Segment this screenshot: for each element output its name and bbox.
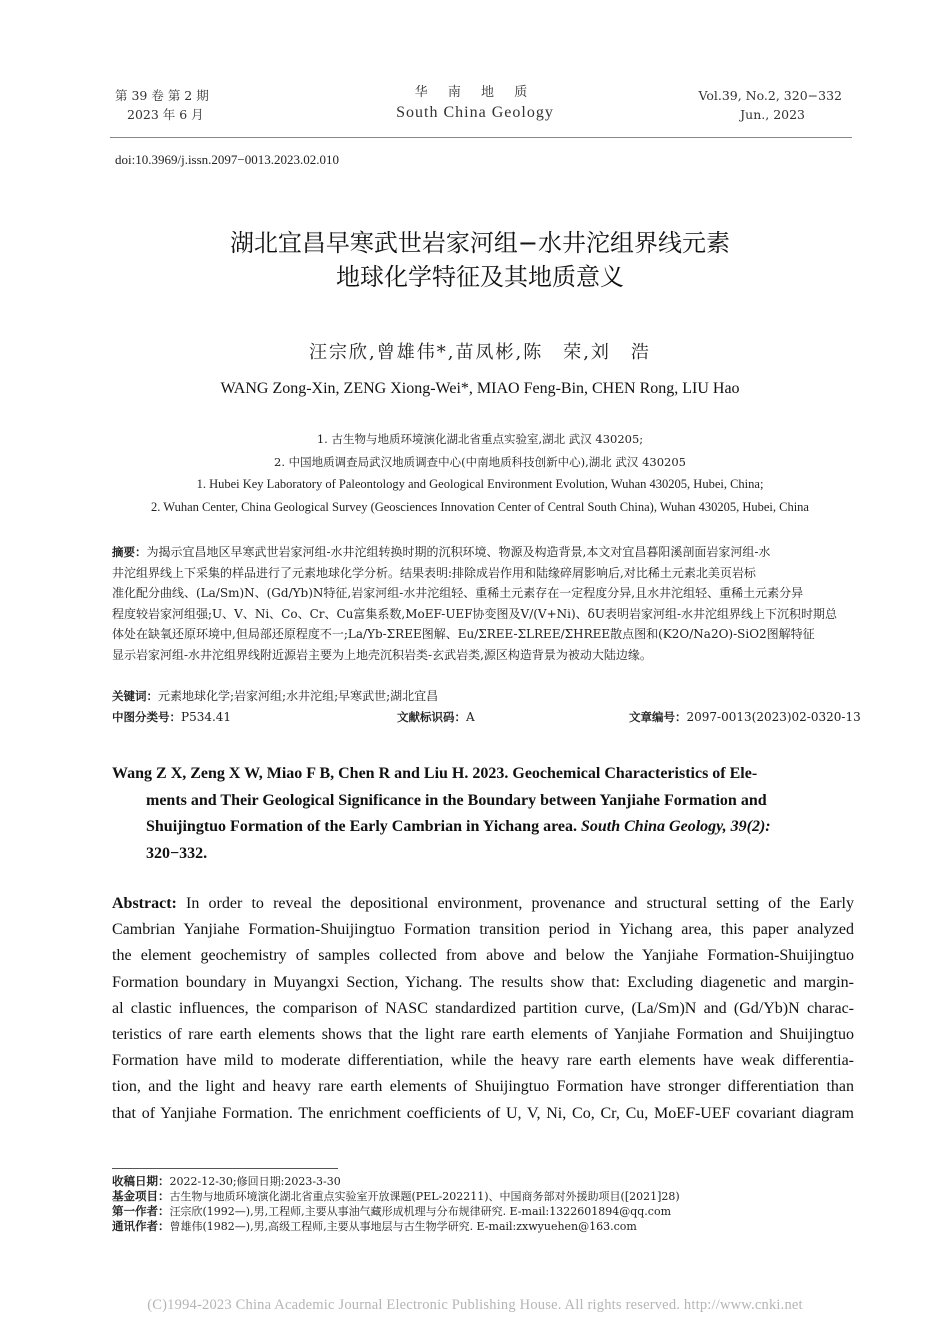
keywords-text: 元素地球化学;岩家河组;水井沱组;早寒武世;湖北宜昌: [158, 689, 439, 703]
keywords: [112, 686, 854, 706]
affiliation-cn-2: 2. 中国地质调查局武汉地质调查中心(中南地质科技创新中心),湖北 武汉 430205: [274, 454, 686, 469]
citation-journal: South China Geology, 39(2):: [580, 818, 771, 835]
clc-value: P534.41: [181, 710, 232, 724]
header-volume-info: [115, 86, 209, 124]
abstract-cn-line: 体处在缺氧还原环境中,但局部还原程度不一;La/Yb-ΣREE图解、Eu/ΣREE-ΣLREE/ΣHREE散点图和(K2O/Na2O)-SiO2图解特征: [112, 627, 815, 641]
footnote-label: 基金项目：: [112, 1189, 170, 1203]
citation-line: [112, 814, 854, 841]
affiliation-cn-1: 1. 古生物与地质环境演化湖北省重点实验室,湖北 武汉 430205;: [316, 432, 644, 446]
journal-name-en: South China Geology: [396, 104, 554, 121]
abstract-en-label: Abstract:: [112, 895, 177, 912]
article-number-value: 2097-0013(2023)02-0320-13: [686, 710, 861, 724]
abstract-cn-line: 准化配分曲线、(La/Sm)N、(Gd/Yb)N特征,岩家河组-水井沱组轻、重稀土元素存在一定程度分异,且水井沱组轻、重稀土元素分异: [112, 586, 804, 600]
affiliations: [100, 428, 860, 518]
abstract-en-line: Formation boundary in Muyangxi Section, Yichang. The results show that: Excluding diagenetic and margin-: [112, 973, 854, 991]
footnote-text: 曾雄伟(1982—),男,高级工程师,主要从事地层与古生物学研究. E-mail:zxwyuehen@163.com: [169, 1220, 637, 1233]
affiliation-en-2: 2. Wuhan Center, China Geological Survey (Geosciences Innovation Center of Central South China), Wuhan 430205, Hubei, China: [151, 499, 809, 514]
header-date-cn: 2023 年 6 月: [127, 107, 204, 122]
header-journal-name: [350, 84, 600, 124]
citation-line: Wang Z X, Zeng X W, Miao F B, Chen R and Liu H. 2023. Geochemical Characteristics of Ele-: [112, 765, 758, 782]
footnote-received: [112, 1174, 854, 1189]
footnote-label: 收稿日期：: [112, 1174, 170, 1188]
title-line-1: 湖北宜昌早寒武世岩家河组−水井沱组界线元素: [229, 229, 731, 257]
abstract-cn-line: 显示岩家河组-水井沱组界线附近源岩主要为上地壳沉积岩类-玄武岩类,源区构造背景为被动大陆边缘。: [112, 647, 652, 662]
paper-title-cn: [100, 226, 860, 294]
document-code: [397, 709, 475, 725]
abstract-cn-line: 井沱组界线上下采集的样品进行了元素地球化学分析。结果表明:排除成岩作用和陆缘碎屑影响后,对比稀土元素北美页岩标: [112, 565, 756, 580]
header-divider: [110, 137, 852, 138]
copyright-watermark: (C)1994-2023 China Academic Journal Electronic Publishing House. All rights reserved. http://www.cnki.net: [147, 1297, 803, 1313]
citation: [112, 761, 854, 867]
title-line-2: 地球化学特征及其地质意义: [336, 263, 624, 291]
header-volume-info-en: [698, 86, 842, 124]
abstract-en-line: that of Yanjiahe Formation. The enrichment coefficients of U, V, Ni, Co, Cr, Cu, MoEF-UEF covariant diagram: [112, 1104, 854, 1122]
footnote-label: 第一作者：: [112, 1204, 170, 1218]
header-volume-en: Vol.39, No.2, 320−332: [698, 88, 842, 103]
abstract-en-line: tion, and the light and heavy rare earth elements of Shuijingtuo Formation have stronger differentiation than: [112, 1078, 854, 1096]
abstract-cn-line: [112, 542, 854, 563]
citation-text: Shuijingtuo Formation of the Early Cambrian in Yichang area.: [146, 818, 581, 835]
footnote-text: 古生物与地质环境演化湖北省重点实验室开放课题(PEL-202211)、中国商务部对外援助项目([2021]28): [169, 1190, 680, 1203]
abstract-en-line: al clastic influences, the comparison of NASC standardized partition curve, (La/Sm)N and (Gd/Yb)N charac-: [112, 999, 854, 1017]
footnotes: [112, 1174, 854, 1234]
footnote-first-author: [112, 1204, 854, 1219]
footnote-label: 通讯作者：: [112, 1219, 170, 1233]
abstract-en: [112, 891, 854, 1127]
citation-line: 320−332.: [146, 844, 208, 862]
footnote-text: 汪宗欣(1992—),男,工程师,主要从事油气藏形成机理与分布规律研究. E-mail:1322601894@qq.com: [169, 1205, 672, 1218]
clc-label: 中图分类号：: [112, 710, 181, 724]
doc-code-value: A: [466, 710, 475, 724]
footnote-funding: [112, 1189, 854, 1204]
affiliation-en-1: 1. Hubei Key Laboratory of Paleontology and Geological Environment Evolution, Wuhan 430205, Hubei, China;: [196, 477, 764, 491]
header-date-en: Jun., 2023: [740, 107, 805, 122]
abstract-en-line: the element geochemistry of samples collected from above and below the Yanjiahe Formation-Shuijingtuo: [112, 947, 854, 965]
article-number-label: 文章编号：: [629, 710, 687, 724]
abstract-cn-line: 程度较岩家河组强;U、V、Ni、Co、Cr、Cu富集系数,MoEF-UEF协变图及V/(V+Ni)、δU表明岩家河组-水井沱组界线上下沉积时期总: [112, 606, 838, 621]
authors-cn: 汪宗欣,曾雄伟*,苗凤彬,陈 荣,刘 浩: [309, 342, 651, 363]
abstract-cn: [112, 542, 854, 665]
doc-code-label: 文献标识码：: [397, 710, 466, 724]
abstract-en-text: In order to reveal the depositional environment, provenance and structural setting of the Early: [176, 895, 854, 912]
footnote-divider: [112, 1168, 338, 1169]
footnote-text: 2022-12-30;修回日期:2023-3-30: [169, 1175, 341, 1188]
footnote-corresponding-author: [112, 1219, 854, 1234]
abstract-en-line: [112, 891, 854, 917]
header-volume: 第 39 卷 第 2 期: [115, 88, 209, 103]
abstract-en-line: Cambrian Yanjiahe Formation-Shuijingtuo Formation transition period in Yichang area, this paper analyzed: [112, 921, 854, 939]
keywords-label: 关键词：: [112, 689, 158, 703]
doi-link[interactable]: doi:10.3969/j.issn.2097−0013.2023.02.010: [115, 152, 340, 167]
journal-name-cn: 华 南 地 质: [414, 85, 536, 100]
abstract-cn-text: 为揭示宜昌地区早寒武世岩家河组-水井沱组转换时期的沉积环境、物源及构造背景,本文对宜昌暮阳溪剖面岩家河组-水: [146, 545, 771, 559]
abstract-en-line: teristics of rare earth elements shows that the light rare earth elements of Yanjiahe Formation and Shuijingtuo: [112, 1026, 854, 1044]
article-number: [629, 709, 861, 725]
authors-en: WANG Zong-Xin, ZENG Xiong-Wei*, MIAO Feng-Bin, CHEN Rong, LIU Hao: [220, 380, 740, 397]
abstract-en-line: Formation have mild to moderate differentiation, while the heavy rare earth elements have weak differentia-: [112, 1052, 854, 1070]
citation-line: ments and Their Geological Significance in the Boundary between Yanjiahe Formation and: [146, 791, 767, 809]
abstract-cn-label: 摘要：: [112, 545, 147, 559]
clc-number: [112, 709, 231, 725]
